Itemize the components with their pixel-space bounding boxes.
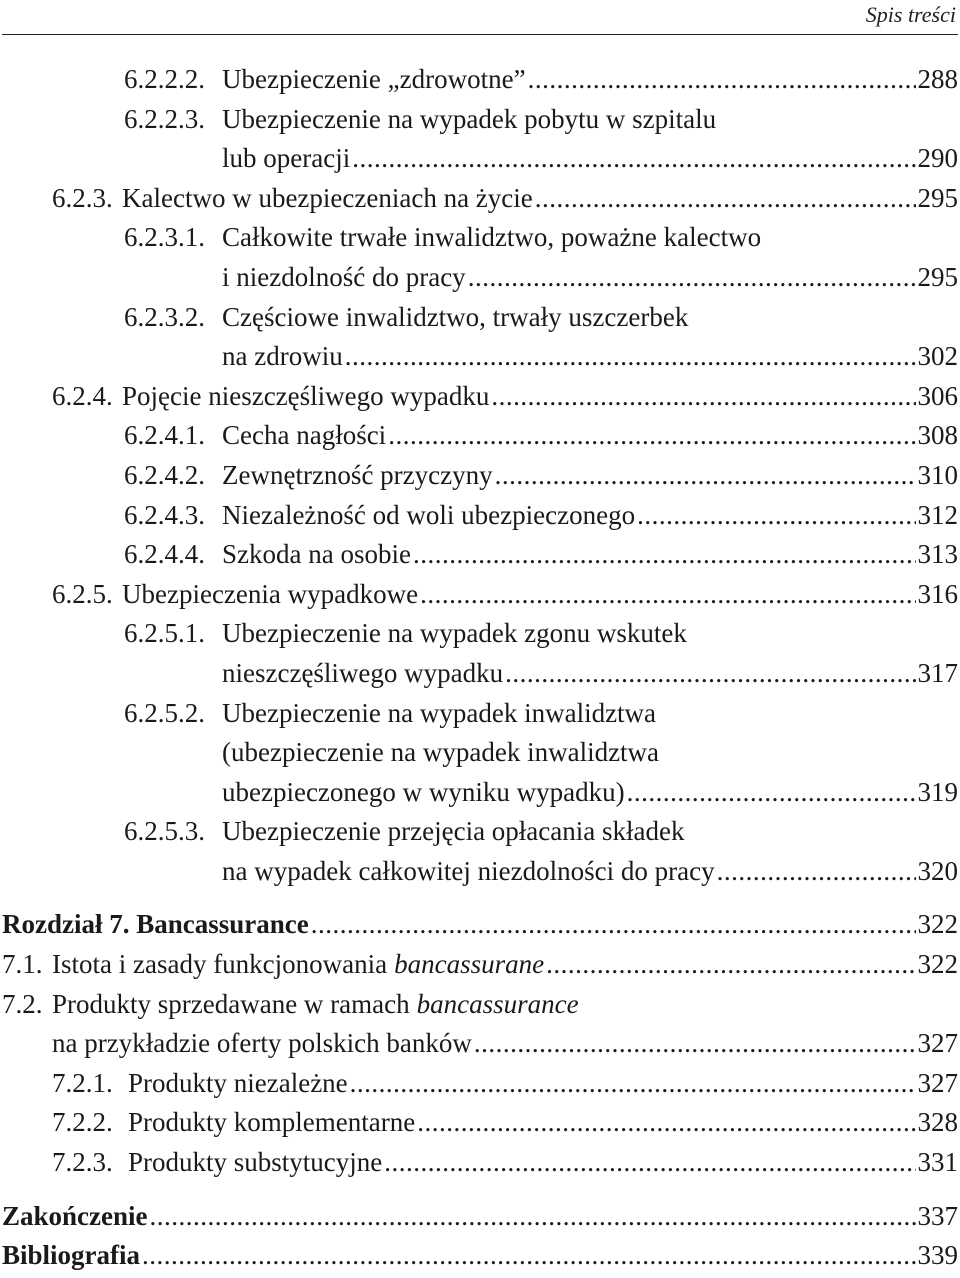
toc-title: Ubezpieczenia wypadkowe [122,578,419,609]
dot-leader [413,535,916,575]
toc-page: 320 [917,855,958,886]
toc-page: 308 [917,420,958,451]
toc-title: Ubezpieczenie na wypadek pobytu w szpitalu [222,103,717,134]
toc-page: 331 [917,1147,958,1178]
toc-number: 6.2.5.2. [124,697,205,728]
dot-leader [150,1197,916,1237]
toc-page: 337 [917,1200,958,1231]
toc-entry[interactable] [0,1143,958,1183]
toc-page: 295 [917,261,958,292]
dot-leader [142,1236,915,1276]
dot-leader [535,179,916,219]
toc-number: 6.2.2.3. [124,103,205,134]
toc-number: 6.2.4.3. [124,499,205,530]
toc-number: 6.2.4.4. [124,539,205,570]
toc-number: 6.2.4.1. [124,420,205,451]
toc-entry[interactable] [0,60,958,100]
toc-number: 6.2.5.1. [124,618,205,649]
toc-page: 339 [917,1240,958,1271]
chapter-title: Bibliografia [2,1240,141,1271]
toc-page: 302 [917,341,958,372]
dot-leader [384,1143,915,1183]
chapter-title: Rozdział 7. Bancassurance [2,909,309,940]
toc-page: 322 [917,909,958,940]
toc-title-continued: ubezpieczonego w wyniku wypadku) [222,776,625,807]
toc-number: 6.2.5. [52,578,113,609]
toc-page: 290 [917,143,958,174]
toc-title: Cecha nagłości [222,420,387,451]
toc-number: 6.2.2.2. [124,64,205,94]
header-rule [2,34,958,35]
dot-leader [474,1024,916,1064]
toc-title: Kalectwo w ubezpieczeniach na życie [122,182,533,213]
dot-leader [495,456,916,496]
toc-entry[interactable] [0,694,958,813]
dot-leader [350,1064,916,1104]
toc-page: 328 [917,1107,958,1138]
toc-title: Częściowe inwalidztwo, trwały uszczerbek [222,301,689,332]
toc-entry[interactable] [0,377,958,417]
toc-title: Pojęcie nieszczęśliwego wypadku [122,380,490,411]
toc-page: 322 [917,949,958,980]
toc-entry[interactable] [0,100,958,179]
toc-title: Produkty substytucyjne [128,1147,383,1178]
dot-leader [345,337,916,377]
running-head: Spis treści [865,2,956,27]
toc-title: Istota i zasady funkcjonowania [52,949,388,980]
dot-leader [352,139,915,179]
toc-page: 295 [917,182,958,213]
section-gap [0,891,958,905]
dot-leader [717,852,916,892]
toc-page: 327 [917,1067,958,1098]
dot-leader [627,773,916,813]
toc-chapter-entry[interactable] [0,1236,958,1276]
toc-chapter-entry[interactable] [0,1197,958,1237]
toc-page: 310 [917,459,958,490]
toc-entry[interactable] [0,218,958,297]
dot-leader [468,258,916,298]
toc-title-italic: bancassurance [416,988,579,1019]
toc-title-continued: (ubezpieczenie na wypadek inwalidztwa [222,737,660,768]
chapter-title: Zakończenie [2,1200,148,1231]
toc-title: Szkoda na osobie [222,539,411,570]
toc-title: Ubezpieczenie na wypadek zgonu wskutek [222,618,687,649]
toc-number: 7.2.3. [52,1147,113,1178]
dot-leader [637,496,915,536]
toc-chapter-entry[interactable] [0,905,958,945]
toc-title: Zewnętrzność przyczyny [222,459,493,490]
toc-page: 319 [917,776,958,807]
toc-number: 6.2.5.3. [124,816,205,847]
dot-leader [528,60,916,100]
section-gap [0,1183,958,1197]
dot-leader [311,905,916,945]
toc-title-continued: nieszczęśliwego wypadku [222,657,504,688]
toc-page: 316 [917,578,958,609]
toc-entry[interactable] [0,298,958,377]
toc-entry[interactable] [0,945,958,985]
toc-title: Ubezpieczenie na wypadek inwalidztwa [222,697,657,728]
toc-title-continued: i niezdolność do pracy [222,261,466,292]
toc-title: Produkty sprzedawane w ramach [52,988,410,1019]
toc-title-italic: bancassurane [394,949,545,980]
toc-entry[interactable] [0,496,958,536]
toc-title-continued: lub operacji [222,143,351,174]
toc-page: 312 [917,499,958,530]
dot-leader [505,654,915,694]
toc-number: 6.2.3. [52,182,113,213]
toc-entry[interactable] [0,456,958,496]
toc-entry[interactable] [0,985,958,1064]
toc-title: Ubezpieczenie „zdrowotne” [222,64,526,94]
toc-page: 306 [917,380,958,411]
toc-title: Ubezpieczenie przejęcia opłacania składek [222,816,685,847]
toc-number: 6.2.4. [52,380,113,411]
toc-number: 6.2.3.1. [124,222,205,253]
toc-number: 6.2.3.2. [124,301,205,332]
dot-leader [417,1103,915,1143]
toc-title-continued: na wypadek całkowitej niezdolności do pracy [222,855,715,886]
toc-title: Produkty niezależne [128,1067,348,1098]
toc-entry[interactable] [0,575,958,615]
dot-leader [546,945,915,985]
toc-page: 313 [917,539,958,570]
toc-entry[interactable] [0,1064,958,1104]
toc-page: 317 [917,657,958,688]
toc-title-continued: na przykładzie oferty polskich banków [52,1028,472,1059]
table-of-contents [0,60,958,1276]
toc-number: 7.2.1. [52,1067,113,1098]
toc-number: 7.2.2. [52,1107,113,1138]
dot-leader [388,416,915,456]
toc-number: 7.2. [2,988,43,1019]
toc-entry[interactable] [0,812,958,891]
toc-number: 7.1. [2,949,43,980]
toc-page: 327 [917,1028,958,1059]
toc-title: Produkty komplementarne [128,1107,416,1138]
toc-page: 288 [917,64,958,94]
toc-title: Niezależność od woli ubezpieczonego [222,499,636,530]
toc-title-continued: na zdrowiu [222,341,343,372]
toc-title: Całkowite trwałe inwalidztwo, poważne kalectwo [222,222,762,253]
dot-leader [491,377,915,417]
toc-entry[interactable] [0,614,958,693]
dot-leader [420,575,915,615]
toc-entry[interactable] [0,1103,958,1143]
toc-number: 6.2.4.2. [124,459,205,490]
toc-entry[interactable] [0,535,958,575]
toc-entry[interactable] [0,179,958,219]
toc-entry[interactable] [0,416,958,456]
